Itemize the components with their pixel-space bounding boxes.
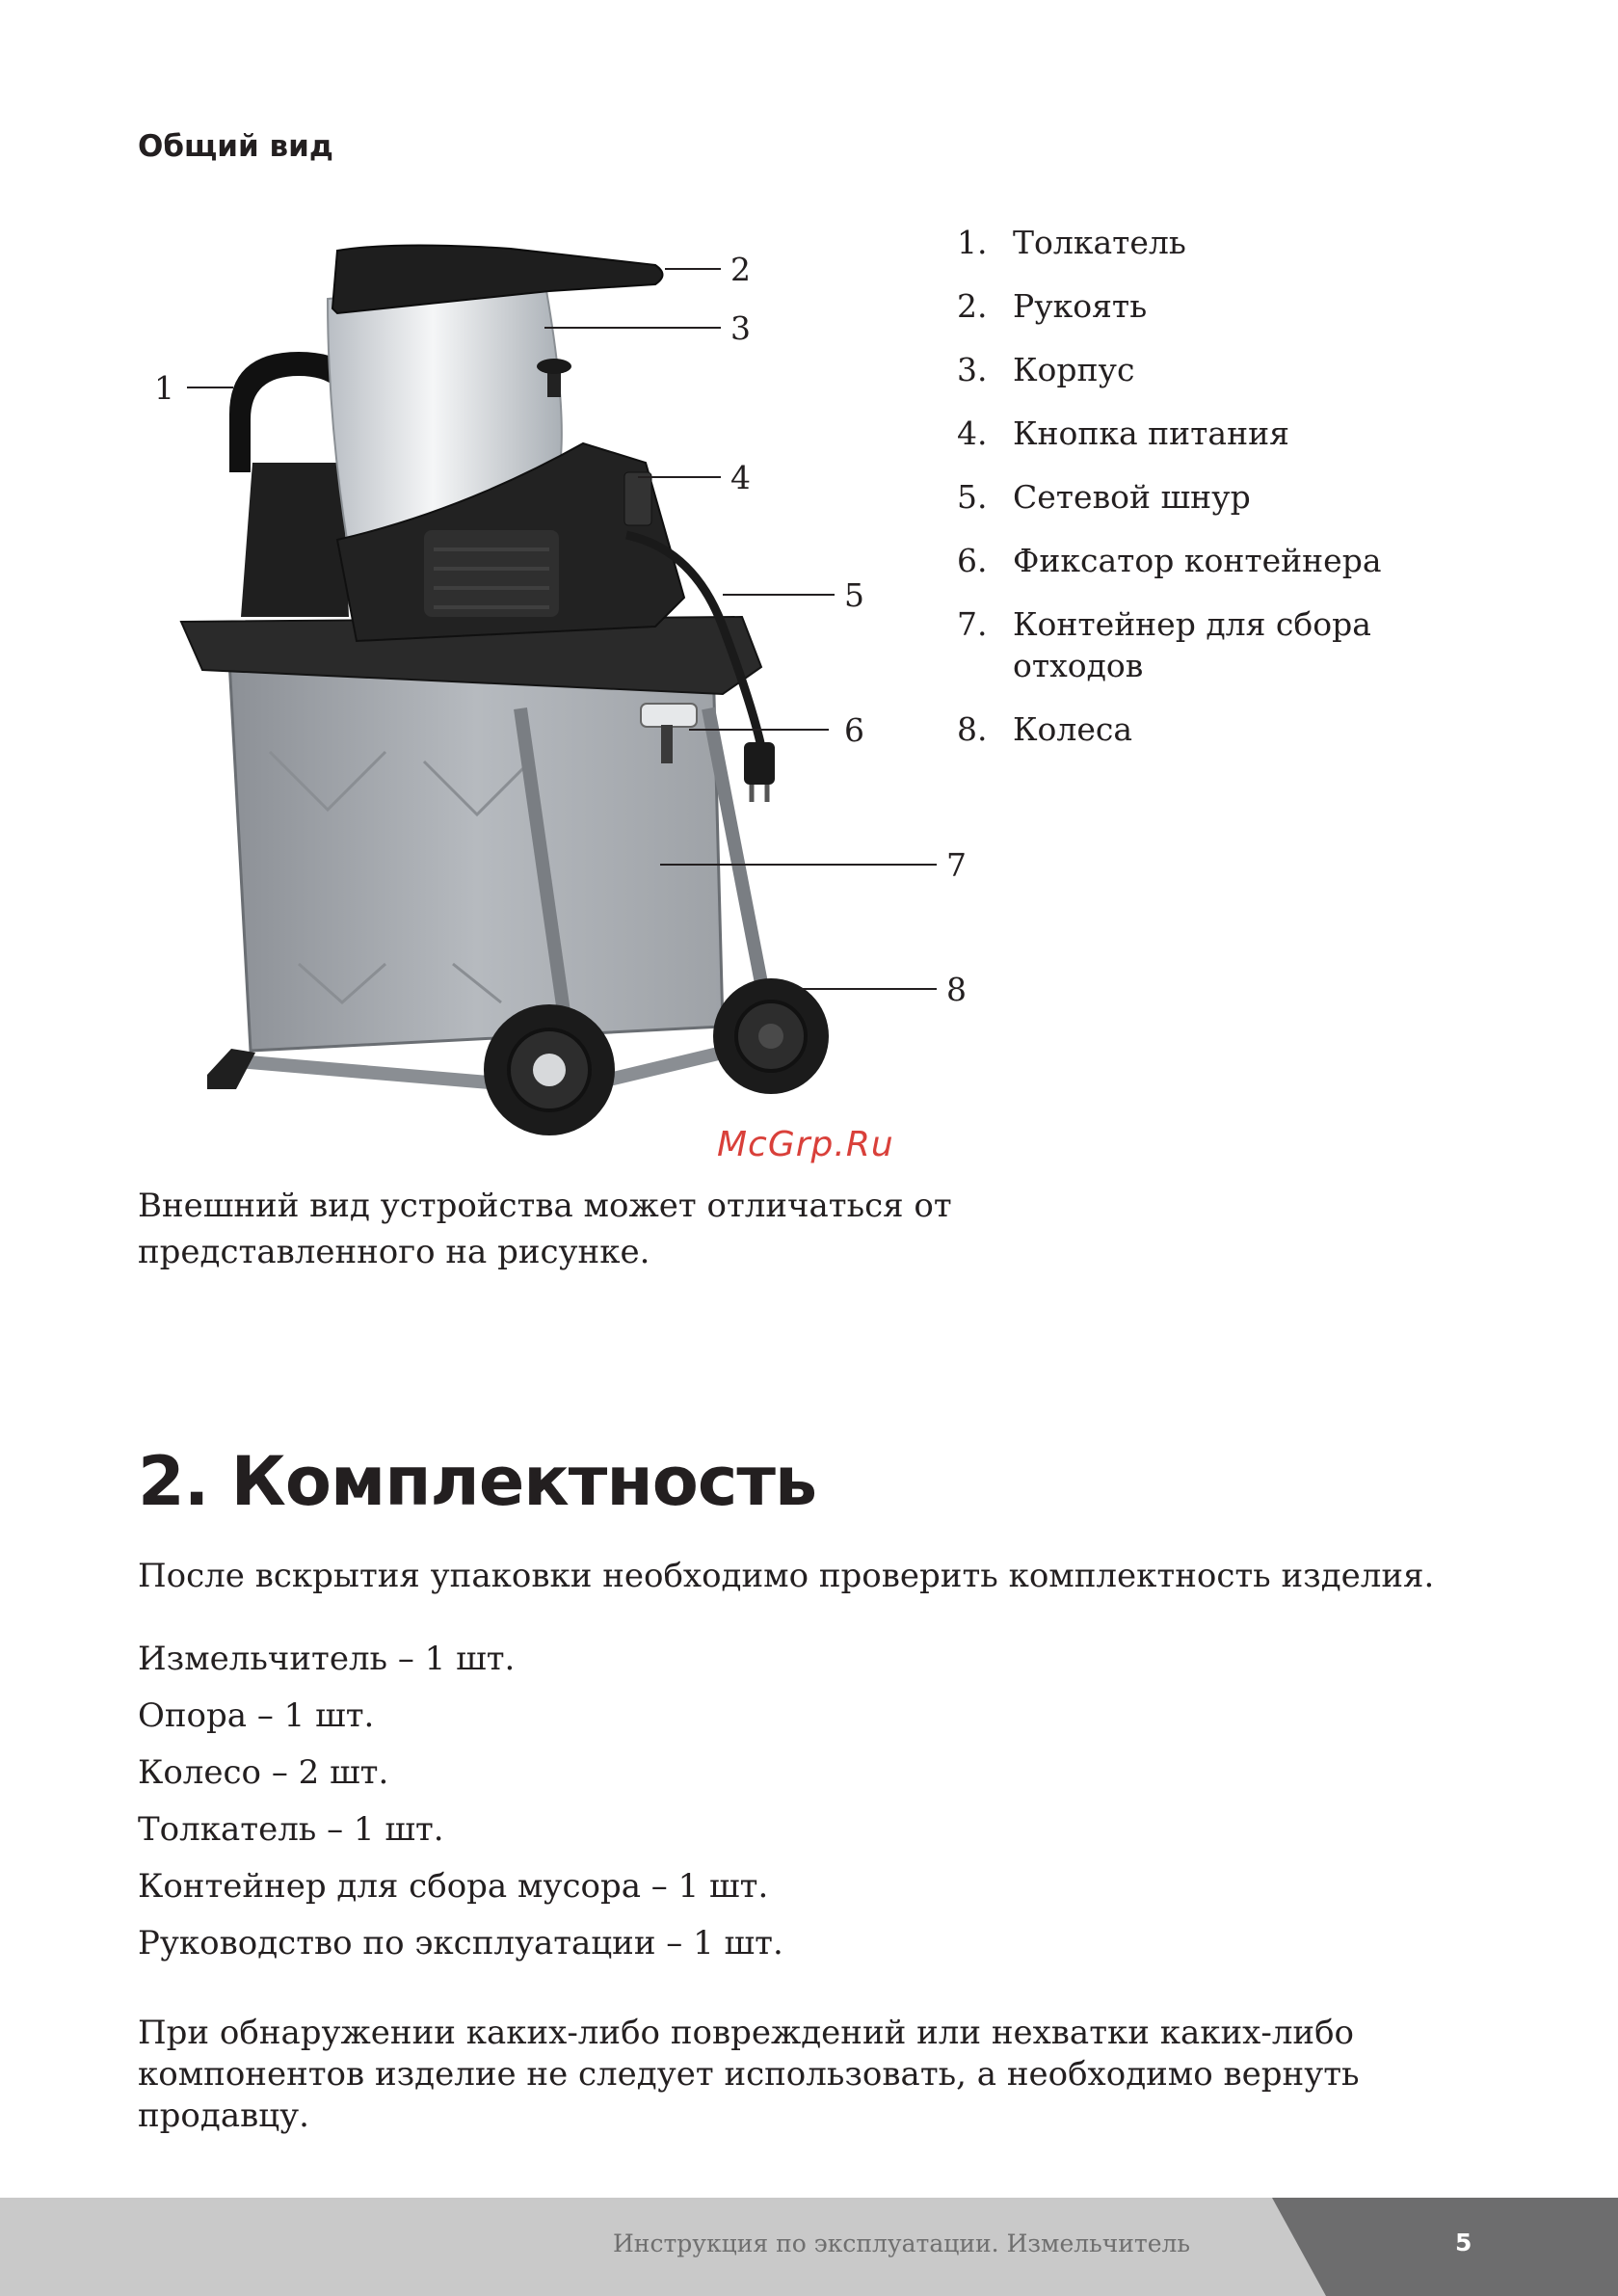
kit-item: Колесо – 2 шт. [138, 1753, 389, 1792]
kit-item: Контейнер для сбора мусора – 1 шт. [138, 1867, 769, 1906]
power-button [624, 472, 651, 525]
watermark: McGrp.Ru [717, 1125, 894, 1164]
kit-item: Измельчитель – 1 шт. [138, 1640, 516, 1678]
parts-list-item: 1. Толкатель [957, 224, 1186, 261]
callout-6: 6 [844, 711, 864, 749]
parts-list-item: 5. Сетевой шнур [957, 478, 1251, 516]
handle [241, 463, 349, 617]
parts-list-item: 3. Корпус [957, 351, 1135, 388]
section-heading: 2. Комплектность [138, 1442, 817, 1521]
product-illustration [145, 222, 973, 1176]
footer-page-tab [1272, 2198, 1618, 2296]
callout-4: 4 [730, 459, 751, 496]
parts-list-item: 8. Колеса [957, 710, 1133, 748]
parts-list-item: 4. Кнопка питания [957, 414, 1289, 452]
shredder-drawing [145, 222, 973, 1176]
parts-list-item: 6. Фиксатор контейнера [957, 542, 1382, 579]
kit-item: Руководство по эксплуатации – 1 шт. [138, 1924, 783, 1962]
wheel-rear [713, 978, 829, 1094]
callout-2: 2 [730, 251, 751, 288]
wheel-front [484, 1004, 615, 1135]
callout-7: 7 [946, 846, 967, 884]
callout-3: 3 [730, 309, 751, 347]
callout-1: 1 [154, 369, 174, 407]
parts-list-item: 2. Рукоять [957, 287, 1148, 325]
intro-text: После вскрытия упаковки необходимо проверить комплектность изделия. [138, 1557, 1435, 1595]
callout-8: 8 [946, 971, 967, 1008]
figure-caption: Внешний вид устройства может отличаться от представленного на рисунке. [138, 1187, 952, 1271]
kit-item: Опора – 1 шт. [138, 1696, 375, 1735]
page-number: 5 [1455, 2229, 1472, 2256]
kit-list [138, 1639, 783, 1980]
footer-title: Инструкция по эксплуатации. Измельчитель [613, 2229, 1191, 2257]
warning-text: При обнаружении каких-либо повреждений или нехватки каких-либо компонентов изделие не следует использовать, а необходимо вернуть продавцу. [138, 2014, 1360, 2135]
parts-list-item: 7. Контейнер для сбора отходов [957, 605, 1371, 684]
parts-list [957, 222, 1554, 772]
kit-item: Толкатель – 1 шт. [138, 1810, 444, 1849]
container-latch [641, 704, 697, 727]
callout-5: 5 [844, 576, 864, 614]
section-label: Общий вид [138, 129, 333, 164]
support-foot [207, 1049, 255, 1089]
